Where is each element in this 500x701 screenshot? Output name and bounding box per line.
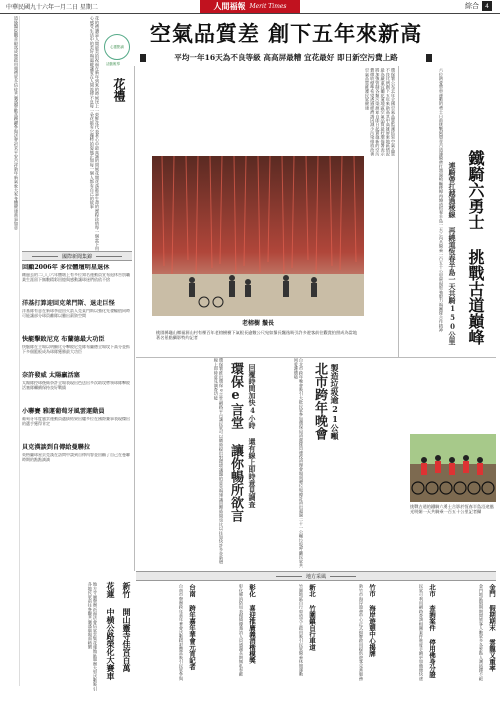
top-bar [0, 0, 500, 14]
local-news-item[interactable] [200, 584, 256, 694]
lihua-body: 花的禮讚是人間最美的祝福在新年到來的時候送上一束鮮花代表著心中最真誠的問候花開花落都是生命的歷程珍惜每一個當下用心感受生活中的美好與溫暖讓愛在人間流傳不息每一朵花都有它獨特的姿態正如每一個人都有自己的故事 [89, 16, 100, 251]
bottom-left-title-2: 花蓮 中横公路榮化大賽車 [106, 582, 116, 680]
world-news-header [22, 251, 132, 261]
banyan-photo-image [152, 156, 364, 316]
news-item-title: 貝克漢談到自傳給曼聯拉 [22, 444, 91, 451]
news-item-text: 太陽隊控球後衛奈許全場表現出色送出多次助攻帶領球隊擊敗活塞隊繼續保持良好戰績 [22, 381, 130, 390]
issue-date: 中華民國九十六年一月二日 星期二 [6, 4, 98, 11]
local-news-text: 金門地區假期期間旅客人數眾多各景點人潮絡繹不絕 [479, 584, 484, 681]
section-name: 綜合 [465, 2, 479, 10]
bottom-left-stories [22, 582, 132, 694]
cyclists-photo-caption: 挑戰古道的鐵騎六勇士合影於恆春半島沿途風光明媚一天共騎乘一百五十公里記者攝 [410, 504, 494, 515]
local-news-item[interactable] [440, 584, 496, 694]
local-news-text: 彰化縣消防局表揚績優義消人員感謝長期無私奉獻 [239, 584, 244, 677]
news-item-title: 奈許發威 太陽贏活塞 [22, 372, 80, 379]
news-item[interactable] [22, 264, 132, 297]
news-item-text: 快艇隊在主場以明顯比分擊敗尼克隊布蘭德全場攻下高分並抓下多個籃板成為球隊獲勝最大功臣 [22, 345, 130, 354]
local-news-item[interactable] [140, 584, 196, 694]
cycling-headline: 鐵騎六勇士 挑戰古道巔峰 [466, 150, 485, 345]
main-story-text: 環保署公布去年全國空氣品質監測結果空氣品質不良比例創下五年來新高其中高雄屏東地區情況最為嚴重宜蘭花蓮地區空氣品質最好環保署表示將加強管制各類污染源並自即日起實施新的空污費徵收標準希望透過經濟誘因減少污染排放改善空氣品質維護民眾健康 [364, 68, 396, 156]
cycling-subhead: 連騎帶扛越過稜線 再繞道恆春半島一天共騎150公里 [448, 162, 457, 345]
column-rule [134, 66, 135, 571]
news-item-title: 回顧2006年 多位體壇明星退休 [22, 264, 110, 271]
world-news-header-label: 國際新聞集錦 [61, 253, 92, 260]
column-badge-sub: 活動報導 [106, 62, 120, 66]
local-news-title: 新北 竹圍鎮自行車道 [308, 584, 316, 651]
header-rule-left [32, 256, 58, 257]
page-number: 4 [482, 1, 492, 11]
local-news-text: 台南市舉辦跨年嘉年華會活動精彩豐富吸引民眾參與 [179, 584, 184, 681]
north-headline: 北市跨年晚會 [312, 362, 327, 440]
local-news-columns [136, 584, 496, 694]
column-badge: 心靈點滴 [104, 34, 130, 60]
section-label [465, 1, 492, 11]
marquee-story-text: 環保署推出環保e言堂網路平台讓民眾可以隨時提出對環境議題的意見與建議回覆時間也比以往加快許多並新增線上即時意見調查功能 [213, 358, 224, 565]
local-news-text: 民眾可利用網路查詢相關案件進度手續更加簡便快速 [419, 584, 424, 681]
local-news-title: 金門 假期期末 雲龍又重率 [488, 584, 496, 672]
masthead-en: Merit Times [249, 3, 287, 10]
bottom-left-text: 地方寺廟舉辦祈福法會信眾雲集花蓮地區舉辦大型活動吸引各地民眾前往參觀共襄盛舉場面熱鬧 [87, 582, 98, 691]
main-subhead: 平均一年16天為不良等級 高高屏最糟 宜花最好 即日新空污費上路 [174, 53, 398, 62]
marquee-subhead: 回覆時間加快4小時 還有線上即時意見調查 [248, 364, 257, 508]
main-story-body [136, 68, 396, 156]
cyclists-photo [410, 434, 496, 502]
news-item[interactable] [22, 372, 132, 405]
news-item-title: 快艇擊敗尼克 布蘭德最大功臣 [22, 336, 105, 343]
local-news-header [136, 571, 496, 581]
local-news-text: 新竹市海岸遊憩中心正式揭牌啟用提供遊客完善服務 [359, 584, 364, 681]
header-rule-right [330, 576, 356, 577]
news-item[interactable] [22, 336, 132, 369]
cyclists-photo-image [410, 434, 496, 502]
deck-ornament-right [426, 54, 432, 62]
banyan-photo [152, 156, 364, 316]
local-news-header-label: 地方采風 [305, 573, 326, 580]
cycling-story-text: 六位熱愛單車運動的勇士日前挑戰阿塱壹古道連騎帶扛越過崎嶇稜線再繞道恆春半島一天之內共騎乘一百五十公里展現堅強毅力與團隊合作精神 [439, 68, 444, 332]
world-news-list [22, 264, 132, 576]
middle-stories [136, 358, 448, 568]
lihua-title: 花禮 [112, 78, 126, 102]
news-item-text: 剛過去的二〇〇六年體壇上有多位知名運動員宣布退休告別職業生涯留下無數精彩回憶與感動讓球迷們依依不捨 [22, 273, 130, 282]
masthead-logo [200, 0, 300, 13]
local-news-text: 竹圍地區自行車道完工啟用吸引民眾騎乘休閒運動 [299, 584, 304, 677]
news-item[interactable] [22, 408, 132, 441]
masthead-cn: 人間福報 [213, 1, 246, 11]
news-item[interactable] [22, 300, 132, 333]
main-headline: 空氣品質差 創下五年來新高 [149, 21, 423, 46]
cycling-story [400, 68, 496, 358]
news-item-text: 洋基隊有意在新球季迎回火箭人克萊門斯以強化先發輪值同時可能讓部分球員離隊以騰出薪資空間 [22, 309, 130, 318]
news-item-title: 洋基打算迎回克萊門斯、退走巨怪 [22, 300, 115, 307]
local-news-item[interactable] [320, 584, 376, 694]
marquee-headline: 環保e言堂 讓你暢所欲言 [228, 362, 243, 522]
column-rule [398, 66, 399, 358]
local-news-title: 北市 查詢案件 停用佛身分證 [428, 584, 436, 678]
news-item-text: 葡萄牙年度風雲運動員選拔結果出爐多位在國際賽事表現傑出的選手獲得肯定 [22, 417, 130, 426]
north-subhead: 製造垃圾逾21公噸 [330, 364, 340, 440]
photo-caption-text: 桃園縣龜山鄉福源山村有棵百年老榕樹樹下氣根長逾數公尺宛如鬚長飄逸吸引許多遊客前往觀賞拍照成為當地著名景點攝影特約記者 [156, 330, 358, 341]
news-item[interactable] [22, 444, 132, 477]
left-strip-column [0, 16, 20, 686]
local-news-title: 竹市 海岸遊憩中心揭牌 [368, 584, 376, 657]
local-news-title: 台南 跨年嘉年華會元宵記者 [188, 584, 196, 670]
local-news-title: 彰化 喜迎推廣義消楷模獎 [248, 584, 256, 664]
header-rule-left [276, 576, 302, 577]
news-item-text: 英格蘭球星貝克漢在訪問中談到自傳內容並回顧了自己在曼聯時期的點點滴滴 [22, 453, 130, 462]
bottom-left-title-1: 新竹 開山靈寺佳宮百萬 [122, 582, 132, 672]
header-rule-right [96, 256, 122, 257]
news-item-title: 小聯賽 雅運葡萄牙風雲運動員 [22, 408, 105, 415]
local-news-item[interactable] [260, 584, 316, 694]
north-story-text: 台北市跨年晚會吸引大批民眾參加環保局清潔隊員連夜清理會場周邊垃圾總計清出超過二十一公噸垃圾呼籲民眾共同愛護環境 [293, 358, 304, 568]
banyan-photo-caption [152, 316, 364, 358]
photo-credit-title: 老榕樹 鬚長 [241, 320, 275, 327]
local-news-item[interactable] [380, 584, 436, 694]
left-strip-text: 道隆醫院觀音殿落成暨啟用典禮眾多信徒共襄盛舉歡喜踴躍參與法會祈求平安吉祥新年新氣象大家身體健康萬事如意 [14, 16, 19, 230]
column-lihua [22, 16, 132, 251]
